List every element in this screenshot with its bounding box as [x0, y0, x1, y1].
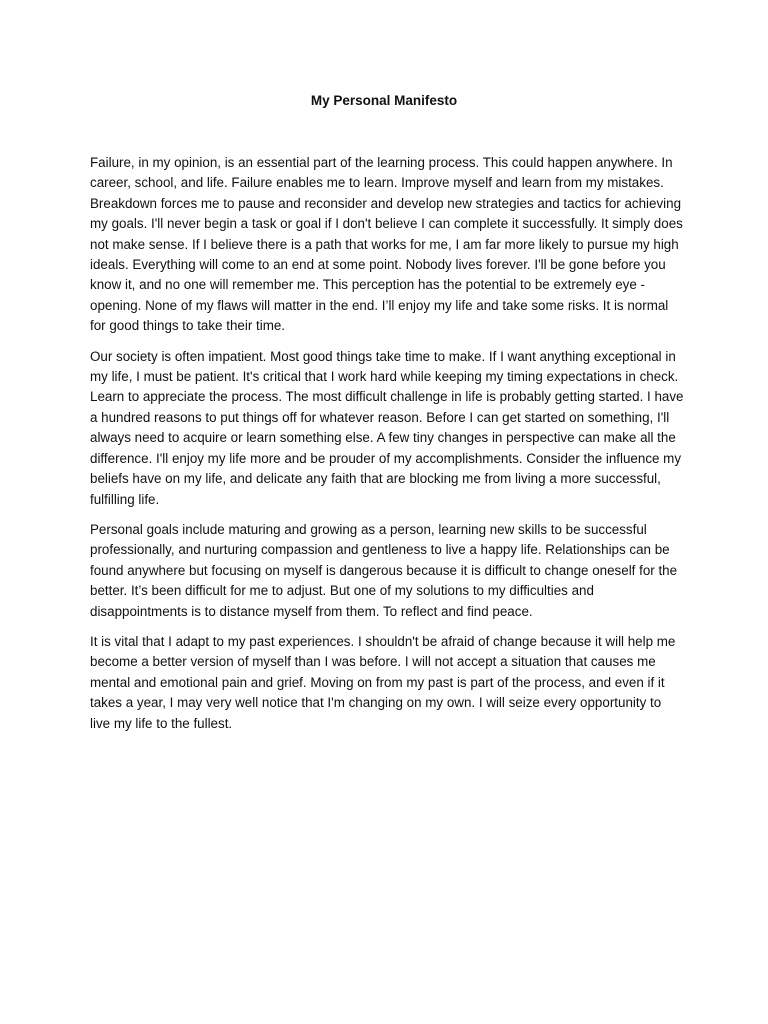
paragraph-3: Personal goals include maturing and growing as a person, learning new skills to be successful professionally, and nurturing compassion and gentleness to live a happy life. Relationships can be found anywhere but focusing on myself is dangerous because it is difficult to change oneself for the better. It’s been difficult for me to adjust. But one of my solutions to my difficulties and disappointments is to distance myself from them. To reflect and find peace.: [90, 521, 678, 619]
paragraph-1: Failure, in my opinion, is an essential part of the learning process. This could happen anywhere. In career, school, and life. Failure enables me to learn. Improve myself and learn from my mistakes. Breakdown forces me to pause and reconsider and develop new strategies and tactics for achieving my goals. I'll never begin a task or goal if I don't believe I can complete it successfully. It simply does not make sense. If I believe there is a path that works for me, I am far more likely to pursue my high ideals. Everything will come to an end at some point. Nobody lives forever. I'll be gone before you know it, and no one will remember me. This perception has the potential to be extremely eye - opening. None of my flaws will matter in the end. I’ll enjoy my life and take some risks. It is normal for good things to take their time.: [90, 155, 683, 334]
document-body: [90, 153, 684, 744]
document-title: My Personal Manifesto: [310, 93, 458, 108]
paragraph-4: It is vital that I adapt to my past experiences. I shouldn't be afraid of change because it will help me become a better version of myself than I was before. I will not accept a situation that causes me mental and emotional pain and grief. Moving on from my past is part of the process, and even if it takes a year, I may very well notice that I'm changing on my own. I will seize every opportunity to live my life to the fullest.: [90, 633, 676, 731]
paragraph-2: Our society is often impatient. Most good things take time to make. If I want anything exceptional in my life, I must be patient. It's critical that I work hard while keeping my timing expectations in check. Learn to appreciate the process. The most difficult challenge in life is probably getting started. I have a hundred reasons to put things off for whatever reason. Before I can get started on something, I'll always need to acquire or learn something else. A few tiny changes in perspective can make all the difference. I'll enjoy my life more and be prouder of my accomplishments. Consider the influence my beliefs have on my life, and delicate any faith that are blocking me from living a more successful, fulfilling life.: [90, 348, 684, 507]
